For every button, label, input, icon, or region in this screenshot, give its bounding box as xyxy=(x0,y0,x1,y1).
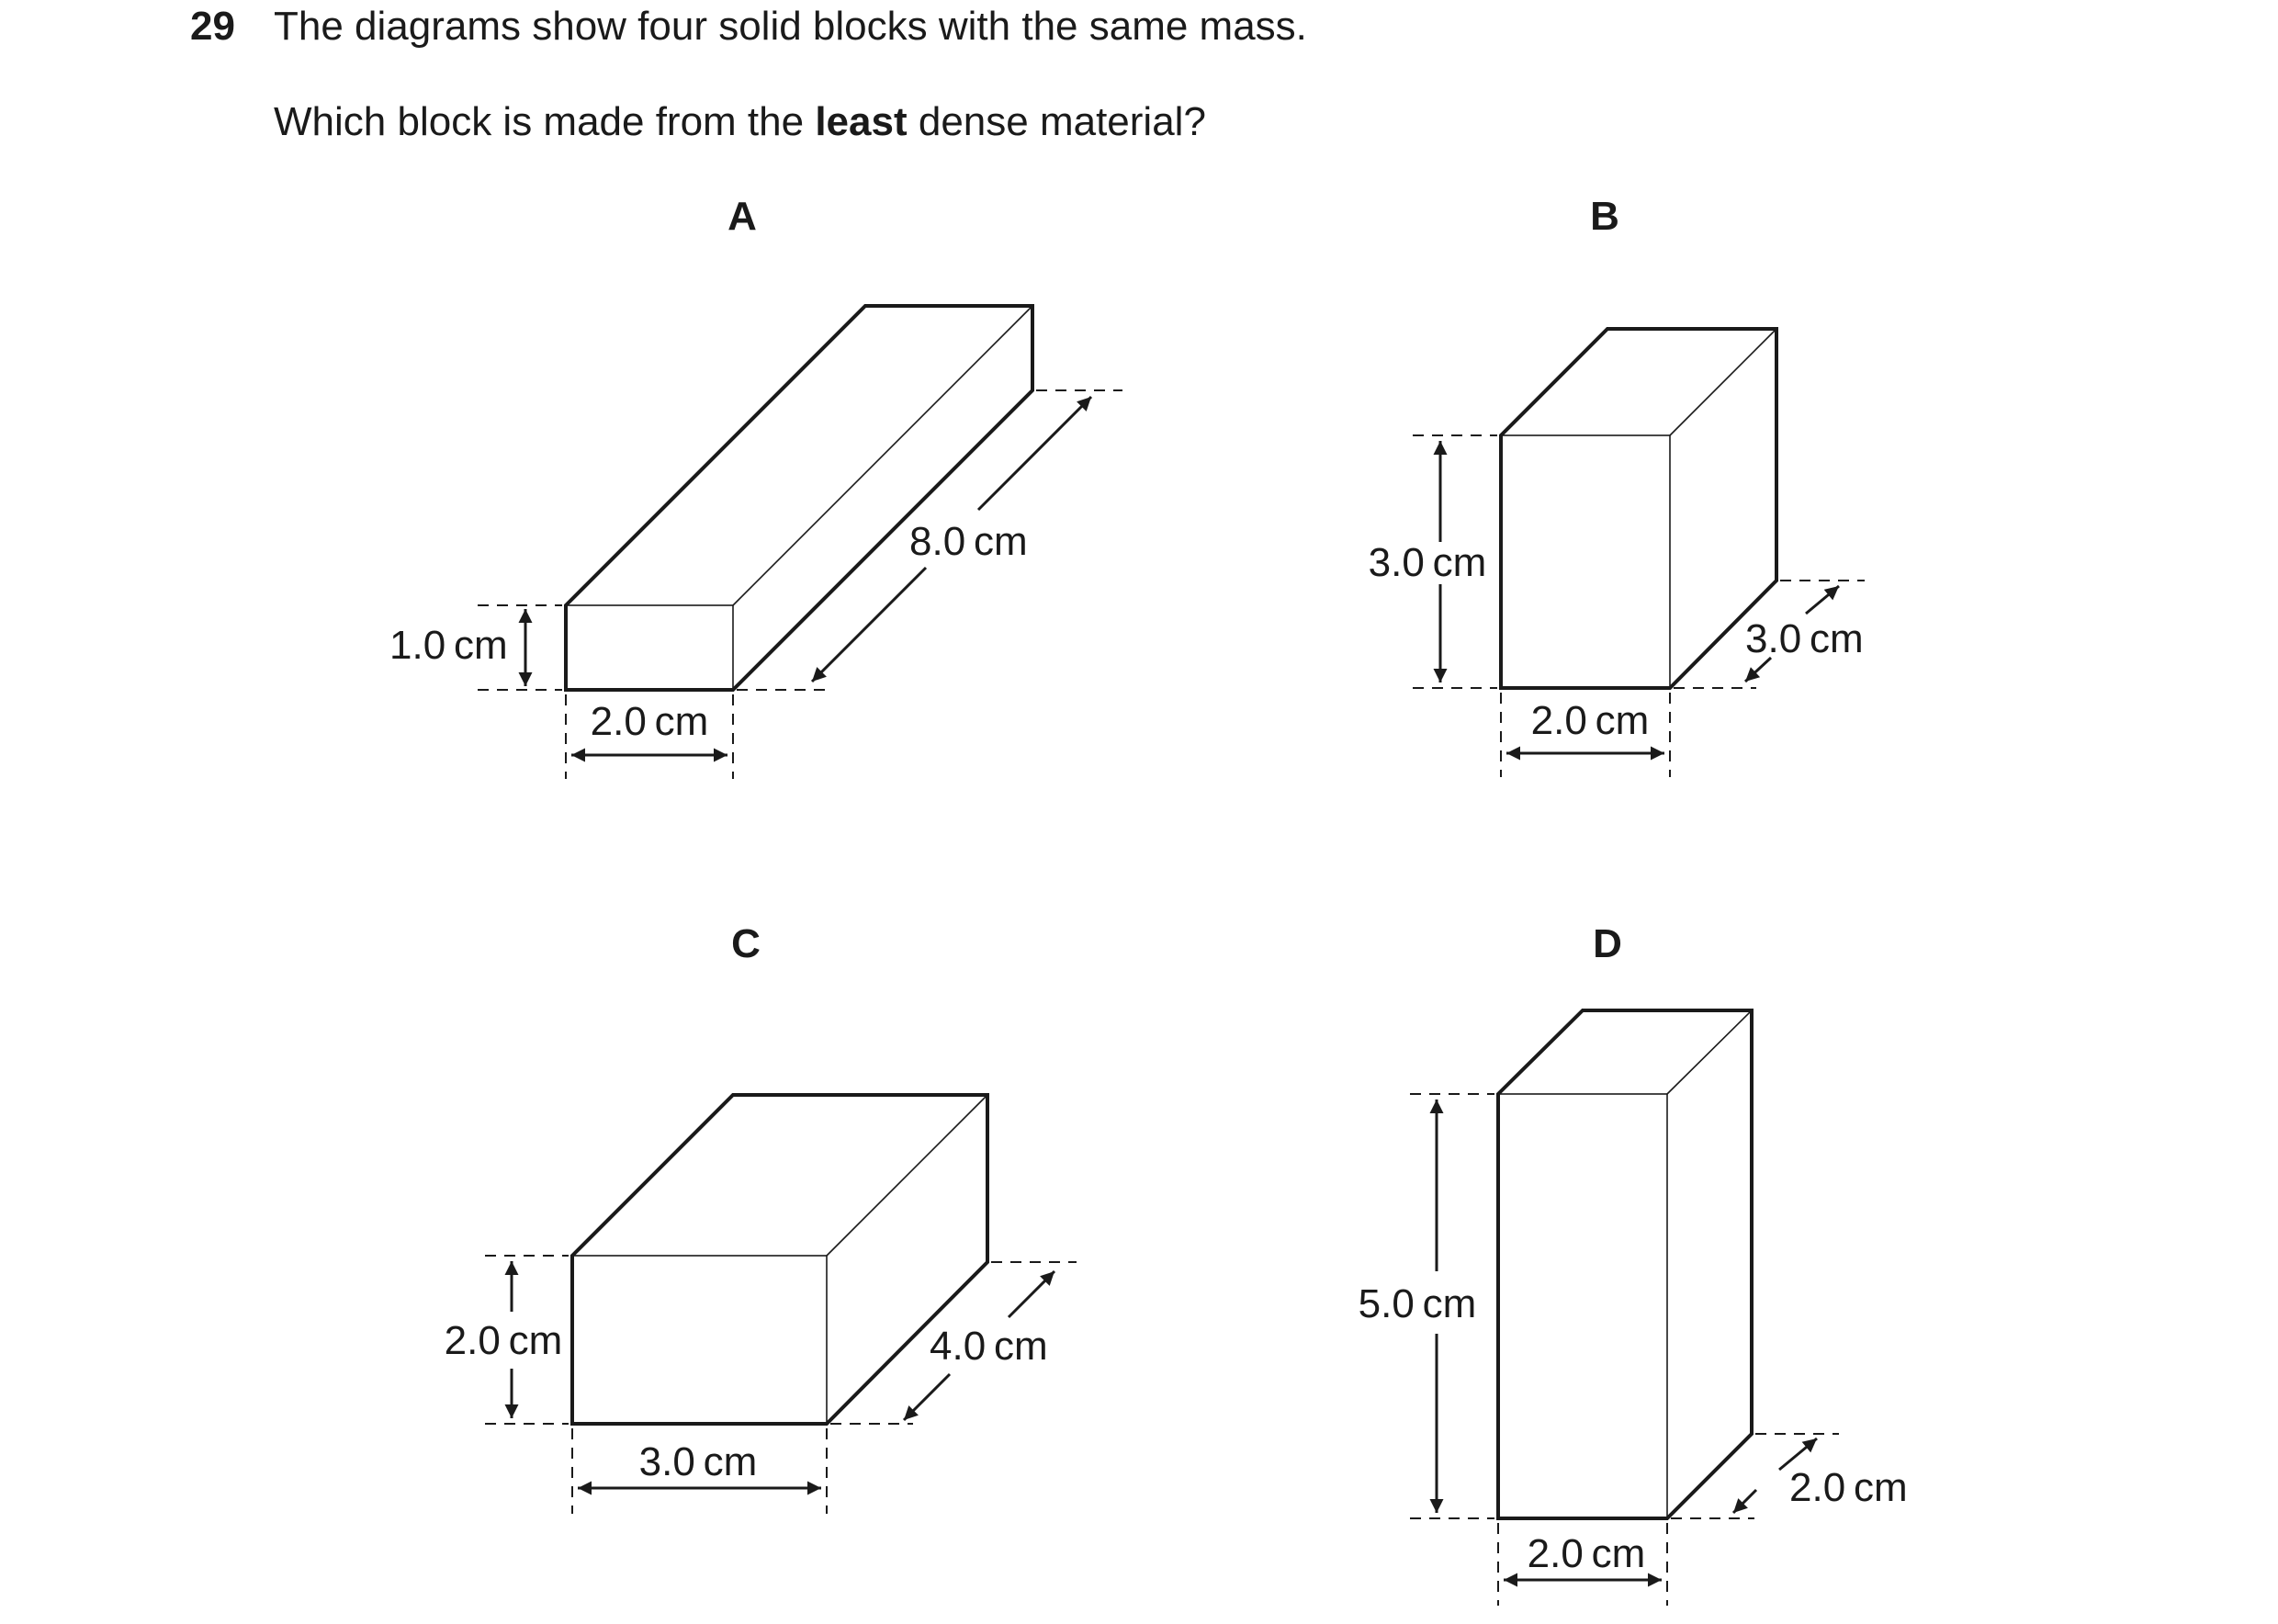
prompt-text-after: dense material? xyxy=(907,99,1206,144)
width-label-a: 2.0 cm xyxy=(590,699,709,744)
depth-label-b: 3.0 cm xyxy=(1745,616,1864,661)
block-b xyxy=(1369,194,1865,777)
prompt-text-before: Which block is made from the xyxy=(274,99,816,144)
width-label-c: 3.0 cm xyxy=(638,1439,758,1484)
depth-arrow-d-lower xyxy=(1733,1490,1756,1513)
block-a xyxy=(389,194,1122,779)
depth-label-c: 4.0 cm xyxy=(930,1324,1048,1369)
block-d xyxy=(1359,921,1908,1606)
option-letter-b: B xyxy=(1590,194,1619,239)
option-letter-a: A xyxy=(727,194,757,239)
block-c-shape xyxy=(572,1095,987,1424)
block-a-dimensions xyxy=(389,397,1091,755)
height-label-a: 1.0 cm xyxy=(389,623,508,668)
height-label-d: 5.0 cm xyxy=(1358,1281,1477,1326)
height-label-b: 3.0 cm xyxy=(1368,540,1487,585)
depth-arrow-b-upper xyxy=(1806,586,1839,614)
option-letter-d: D xyxy=(1593,921,1622,966)
height-label-c: 2.0 cm xyxy=(444,1318,563,1363)
block-d-shape xyxy=(1498,1010,1752,1518)
depth-arrow-c-lower xyxy=(904,1374,950,1420)
width-label-b: 2.0 cm xyxy=(1530,698,1650,743)
block-c xyxy=(445,921,1077,1514)
block-a-shape xyxy=(566,306,1032,690)
block-b-shape xyxy=(1501,329,1776,688)
prompt-emphasis: least xyxy=(815,99,908,144)
question-number: 29 xyxy=(190,4,235,49)
width-label-d: 2.0 cm xyxy=(1527,1531,1646,1576)
question-stem: The diagrams show four solid blocks with the same mass. xyxy=(274,4,1307,49)
depth-label-a: 8.0 cm xyxy=(909,519,1028,564)
option-letter-c: C xyxy=(731,921,761,966)
depth-label-d: 2.0 cm xyxy=(1789,1465,1908,1510)
depth-arrow-c-upper xyxy=(1009,1271,1054,1317)
